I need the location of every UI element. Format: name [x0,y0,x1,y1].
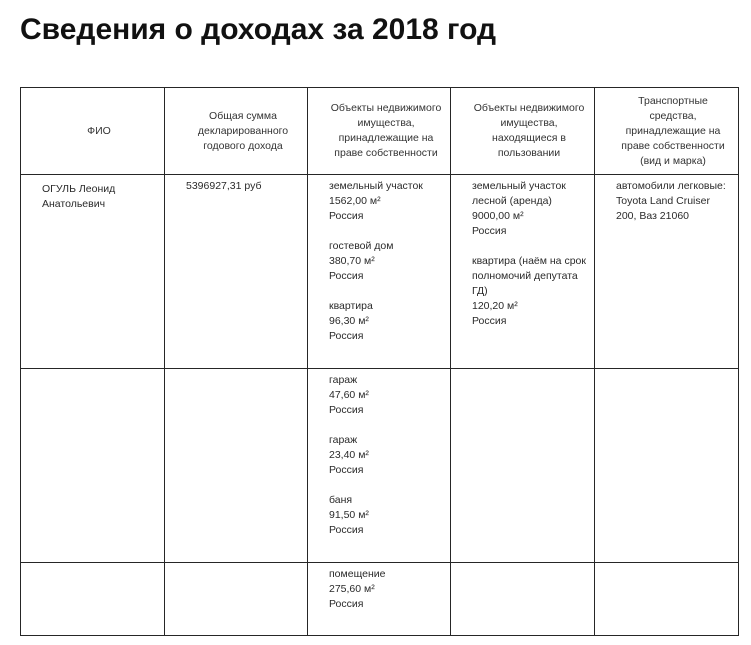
cell-owned-property [308,369,451,563]
header-used-property [451,88,595,175]
table-row [21,563,739,636]
property-country: Россия [472,225,507,237]
property-type: земельный участок [329,180,423,192]
property-area: 47,60 м² [329,389,369,401]
cell-vehicles [595,563,739,636]
property-country: Россия [329,270,364,282]
property-country: Россия [472,315,507,327]
property-area: 120,20 м² [472,300,518,312]
cell-vehicles [595,175,739,369]
person-name: ОГУЛЬ Леонид Анатольевич [42,183,116,210]
table-row [21,175,739,369]
cell-used-property [451,369,595,563]
property-country: Россия [329,464,364,476]
cell-content [329,373,439,538]
property-area: 91,50 м² [329,509,369,521]
header-name [21,88,165,175]
header-name-label: ФИО [87,124,111,137]
cell-name [21,175,165,369]
cell-income [165,563,308,636]
property-type: гараж [329,374,358,386]
property-country: Россия [329,598,364,610]
cell-used-property [451,175,595,369]
property-area: 380,70 м² [329,255,375,267]
header-row [21,88,739,175]
property-type: гостевой дом [329,240,394,252]
property-area: 96,30 м² [329,315,369,327]
property-entry [472,254,592,329]
property-entry [329,433,439,478]
declaration-table [20,87,739,636]
header-owned-property [308,88,451,175]
property-type: квартира (наём на срок полномочий депутата ГД) [472,255,586,297]
cell-content [472,179,592,329]
cell-vehicles [595,369,739,563]
vehicles-text: автомобили легковые: Toyota Land Cruiser 200, Ваз 21060 [616,180,726,222]
property-country: Россия [329,524,364,536]
cell-owned-property [308,563,451,636]
property-area: 23,40 м² [329,449,369,461]
header-income [165,88,308,175]
property-area: 275,60 м² [329,583,375,595]
property-entry [329,179,439,224]
property-country: Россия [329,330,364,342]
property-type: гараж [329,434,358,446]
cell-used-property [451,563,595,636]
property-entry [329,239,439,284]
table-row [21,369,739,563]
property-type: квартира [329,300,373,312]
page-title: Сведения о доходах за 2018 год [20,13,497,46]
property-entry [329,493,439,538]
cell-income [165,175,308,369]
property-area: 1562,00 м² [329,195,381,207]
property-entry [329,373,439,418]
property-type: земельный участок лесной (аренда) [472,180,566,207]
cell-content [329,179,439,344]
header-vehicles-label: Транспортные средства, принадлежащие на праве собственности (вид и марка) [621,94,725,167]
property-entry [472,179,592,239]
property-entry [329,299,439,344]
property-country: Россия [329,210,364,222]
property-type: помещение [329,568,386,580]
header-income-label: Общая сумма декларированного годового дохода [197,109,289,152]
income-value: 5396927,31 руб [186,180,262,192]
property-entry [329,567,439,612]
cell-income [165,369,308,563]
cell-name [21,369,165,563]
header-owned-property-label: Объекты недвижимого имущества, принадлежащие на праве собственности [330,102,442,159]
property-country: Россия [329,404,364,416]
cell-content [329,567,439,612]
header-vehicles [595,88,739,175]
header-used-property-label: Объекты недвижимого имущества, находящиеся в пользовании [473,102,585,159]
cell-name [21,563,165,636]
property-type: баня [329,494,353,506]
property-area: 9000,00 м² [472,210,524,222]
cell-owned-property [308,175,451,369]
